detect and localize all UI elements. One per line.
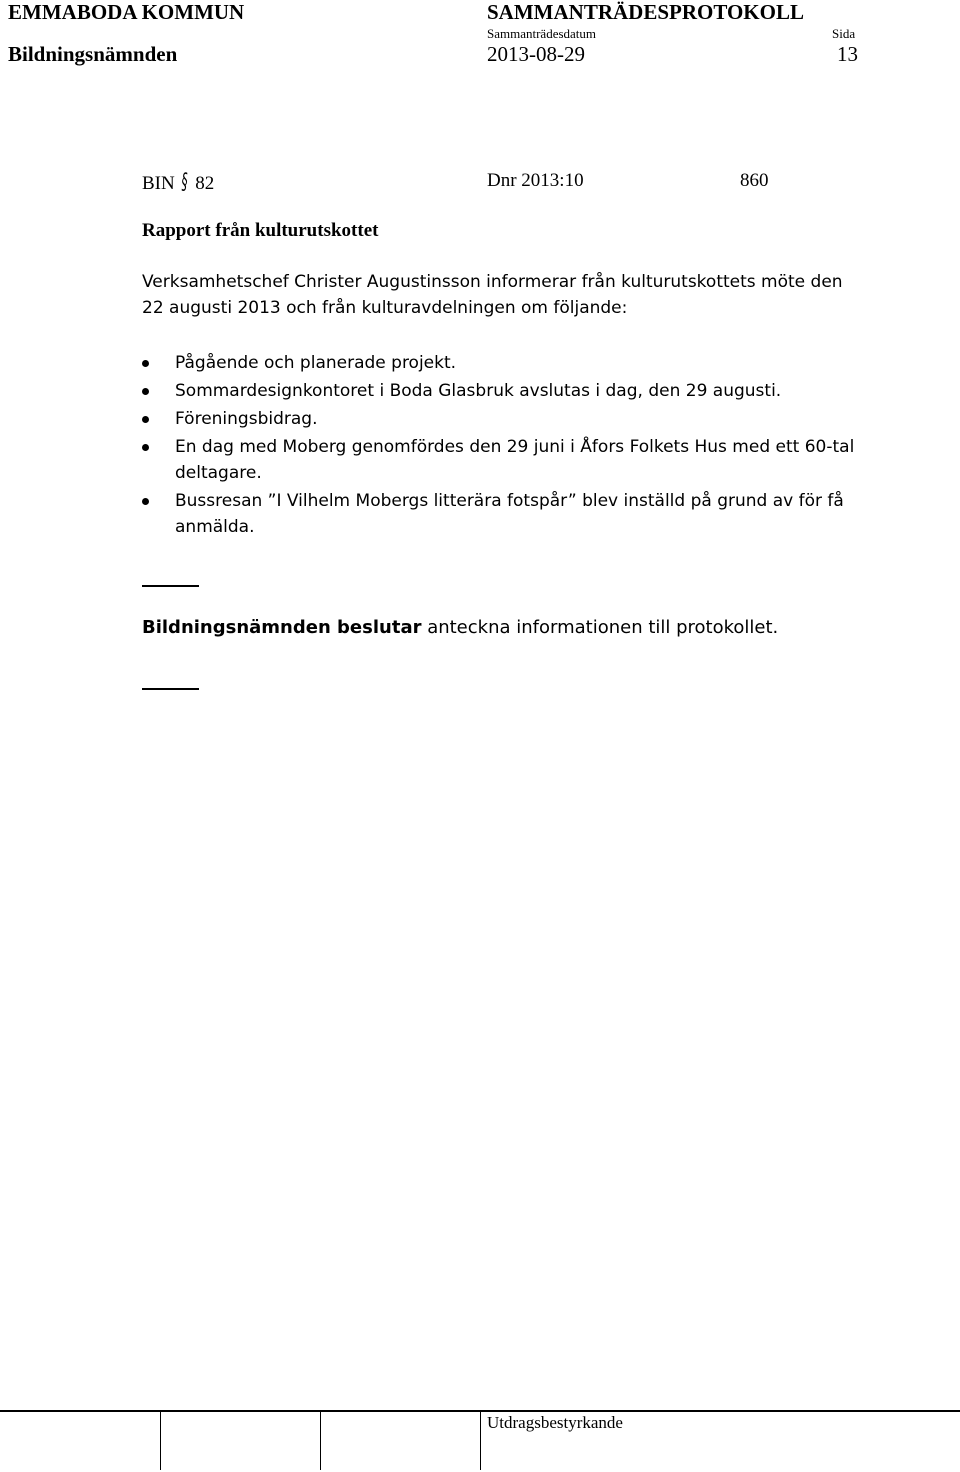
footer-divider (480, 1412, 481, 1470)
decision-subject: Bildningsnämnden beslutar (142, 617, 422, 638)
item-reference (142, 170, 214, 195)
intro-line-1: Verksamhetschef Christer Augustinsson informerar från kulturutskottets möte den (142, 272, 843, 292)
intro-line-2: 22 augusti 2013 och från kulturavdelningen om följande: (142, 298, 628, 318)
footer-divider (160, 1412, 161, 1470)
footer-divider (320, 1412, 321, 1470)
bullet-list (142, 350, 872, 542)
date-label: Sammanträdesdatum (487, 26, 597, 41)
item-number: 82 (195, 173, 215, 194)
bullet-icon (142, 498, 149, 505)
bullet-icon (142, 444, 149, 451)
decision-text: anteckna informationen till protokollet. (421, 617, 779, 638)
protocol-title: SAMMANTRÄDESPROTOKOLL (487, 0, 804, 24)
list-item: Pågående och planerade projekt. (142, 350, 872, 376)
meeting-date: 2013-08-29 (487, 42, 585, 66)
bullet-icon (142, 360, 149, 367)
item-prefix: BIN (142, 173, 175, 194)
list-item: Föreningsbidrag. (142, 406, 872, 432)
bullet-icon (142, 416, 149, 423)
dnr-number: Dnr 2013:10 (487, 170, 584, 191)
municipality-name: EMMABODA KOMMUN (8, 0, 245, 24)
list-item: En dag med Moberg genomfördes den 29 juni i Åfors Folkets Hus med ett 60-tal deltagare. (142, 434, 872, 486)
item-title: Rapport från kulturutskottet (142, 220, 379, 241)
dnr-code: 860 (740, 170, 769, 191)
bullet-icon (142, 388, 149, 395)
list-item: Bussresan ”I Vilhelm Mobergs litterära fotspår” blev inställd på grund av för få anmälda. (142, 488, 872, 540)
separator-line (142, 585, 199, 587)
page-number: 13 (837, 42, 858, 66)
separator-line (142, 688, 199, 690)
page-label: Sida (832, 26, 856, 41)
footer-label: Utdragsbestyrkande (487, 1413, 623, 1432)
section-sign-icon: § (181, 170, 189, 195)
decision-paragraph (142, 617, 778, 638)
committee-name: Bildningsnämnden (8, 42, 178, 66)
list-item: Sommardesignkontoret i Boda Glasbruk avslutas i dag, den 29 augusti. (142, 378, 872, 404)
